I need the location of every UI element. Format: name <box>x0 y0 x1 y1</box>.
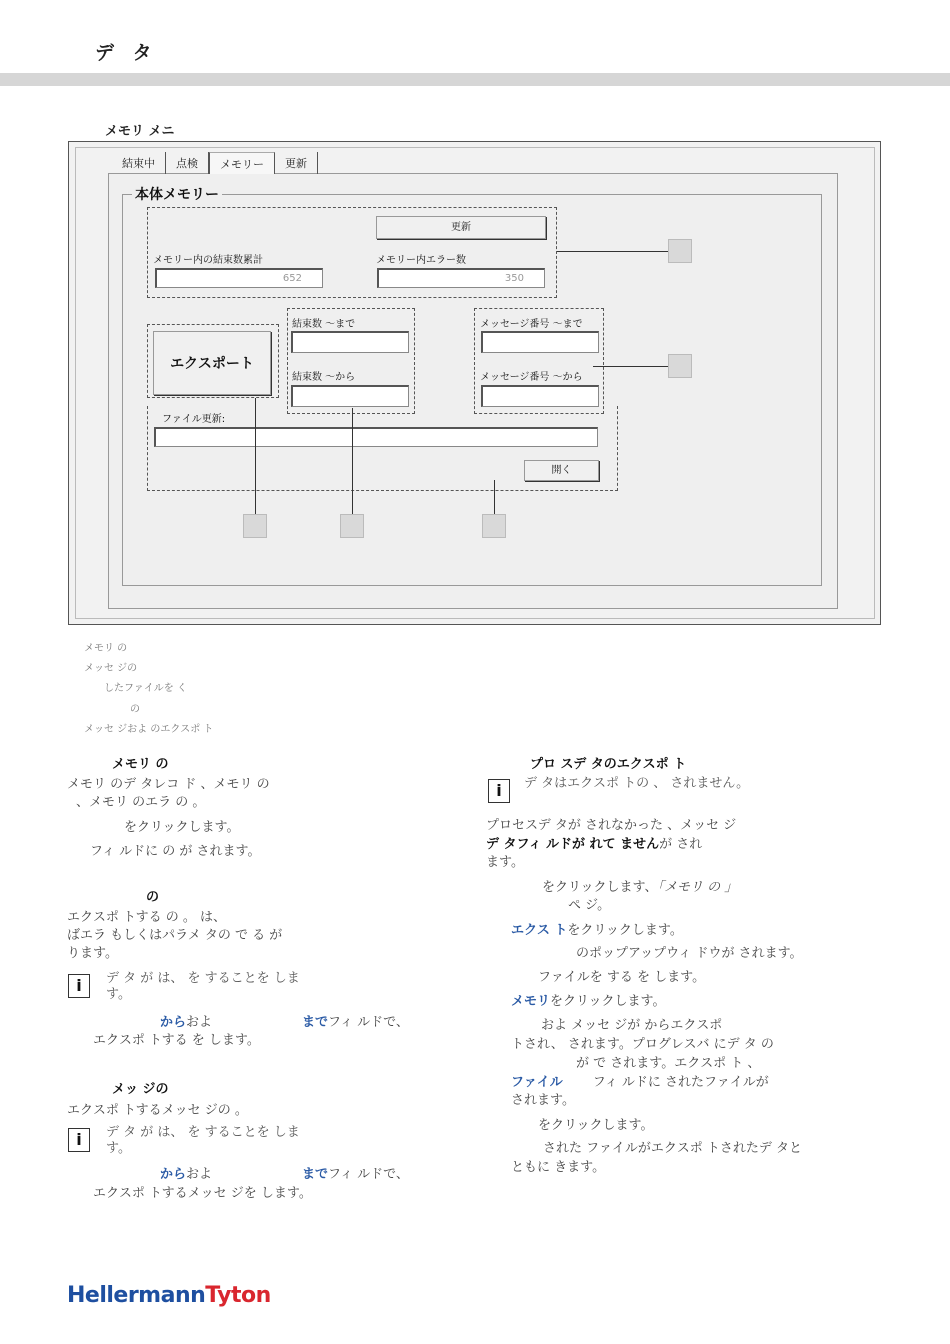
paragraph: メモリをクリックします。 <box>511 994 666 1009</box>
paragraph: ファイルを する を します。 <box>538 970 706 985</box>
from-field-ref: から <box>160 1015 187 1030</box>
callout-marker <box>243 514 267 538</box>
info-icon: i <box>488 779 510 803</box>
tab-inspection[interactable]: 点検 <box>166 152 209 174</box>
paragraph: エクス トをクリックします。 <box>511 923 683 938</box>
callout-line <box>352 408 353 514</box>
paragraph: メモリ のデ タレコ ド 、メモリ の <box>67 777 270 792</box>
page-title: デ タ <box>95 42 158 64</box>
paragraph: 、メモリ のエラ の 。 <box>76 795 206 810</box>
bind-from-input[interactable] <box>291 385 409 407</box>
tab-update[interactable]: 更新 <box>275 152 318 174</box>
caption: メッセ ジおよ のエクスポ ト <box>84 724 214 735</box>
section-label: メモリ メニ <box>105 124 175 139</box>
callout-marker <box>668 239 692 263</box>
paragraph: されます。 <box>511 1093 575 1108</box>
paragraph: からおよ までフィ ルドで、 <box>160 1167 409 1182</box>
paragraph: をクリックします。 <box>124 820 240 835</box>
file-update-label: ファイル更新: <box>162 414 226 425</box>
to-field-ref: まで <box>302 1015 329 1030</box>
paragraph: ともに きます。 <box>511 1160 606 1175</box>
paragraph: トされ、 されます。プログレスバ にデ タ の <box>511 1037 774 1052</box>
paragraph: ます。 <box>486 855 524 870</box>
paragraph: された ファイルがエクスポ トされたデ タと <box>543 1141 803 1156</box>
msg-to-label: メッセージ番号 ～まで <box>480 319 583 330</box>
from-field-ref: から <box>160 1167 187 1182</box>
tab-bar <box>112 152 318 174</box>
error-count-label: メモリー内エラー数 <box>376 255 466 266</box>
tab-memory[interactable]: メモリー <box>209 152 275 174</box>
memory-ref: メモリ <box>511 994 551 1009</box>
paragraph: をクリックします、「メモリ の 」 <box>542 880 738 895</box>
callout-line <box>494 480 495 514</box>
callout-line <box>593 366 668 367</box>
heading: の <box>146 890 160 905</box>
hellermanntyton-logo: HellermannTyton <box>67 1283 271 1308</box>
caption: メッセ ジの <box>84 663 138 674</box>
bind-from-label: 結束数 ～から <box>292 372 356 383</box>
paragraph: からおよ までフィ ルドで、 <box>160 1015 409 1030</box>
paragraph: ります。 <box>67 946 118 961</box>
bind-to-input[interactable] <box>291 331 409 353</box>
callout-line <box>557 251 668 252</box>
callout-marker <box>340 514 364 538</box>
bind-to-label: 結束数 ～まで <box>292 319 356 330</box>
bind-count-field: 652 <box>155 268 323 288</box>
paragraph: フィ ルドに の が されます。 <box>90 844 261 859</box>
callout-marker <box>482 514 506 538</box>
paragraph: をクリックします。 <box>538 1118 654 1133</box>
caption: の <box>130 704 140 715</box>
bind-count-label: メモリー内の結束数累計 <box>153 255 263 266</box>
export-ref: エクス ト <box>511 923 568 938</box>
callout-line <box>255 398 256 514</box>
heading: プロ スデ タのエクスポ ト <box>530 757 687 772</box>
open-button[interactable]: 開く <box>524 460 599 481</box>
msg-from-label: メッセージ番号 ～から <box>480 372 583 383</box>
paragraph: エクスポ トするメッセ ジを します。 <box>93 1186 312 1201</box>
note: デ タ が は、 を することを しま <box>106 1125 300 1140</box>
heading: メモリ の <box>112 757 169 772</box>
paragraph: デ タフィ ルドが れて ませんが され <box>486 837 703 852</box>
paragraph: ファイル フィ ルドに されたファイルが <box>511 1075 769 1090</box>
heading: メッ ジの <box>112 1082 169 1097</box>
paragraph: エクスポ トするメッセ ジの 。 <box>67 1103 248 1118</box>
to-field-ref: まで <box>302 1167 329 1182</box>
export-button[interactable]: エクスポート <box>153 331 271 395</box>
msg-from-input[interactable] <box>481 385 599 407</box>
info-icon: i <box>68 1128 90 1152</box>
paragraph: が で されます。エクスポ ト 、 <box>576 1056 761 1071</box>
info-icon: i <box>68 974 90 998</box>
group-title: 本体メモリー <box>132 184 222 204</box>
header-bar <box>0 73 950 86</box>
file-path-field[interactable] <box>154 427 598 447</box>
note: す。 <box>106 1141 131 1156</box>
note: デ タはエクスポ トの 、 されません。 <box>524 776 750 791</box>
paragraph: およ メッセ ジが からエクスポ <box>541 1018 723 1033</box>
msg-to-input[interactable] <box>481 331 599 353</box>
file-ref: ファイル <box>511 1075 563 1090</box>
note: す。 <box>106 987 131 1002</box>
paragraph: プロセスデ タが されなかった 、メッセ ジ <box>486 818 737 833</box>
paragraph: のポップアップウィ ドウが されます。 <box>576 946 803 961</box>
update-button[interactable]: 更新 <box>376 216 546 239</box>
paragraph: エクスポ トする の 。 は、 <box>67 910 227 925</box>
caption: したファイルを く <box>104 683 187 694</box>
note: デ タ が は、 を することを しま <box>106 971 300 986</box>
caption: メモリ の <box>84 643 128 654</box>
callout-marker <box>668 354 692 378</box>
tab-binding[interactable]: 結束中 <box>112 152 166 174</box>
paragraph: ばエラ もしくはパラメ タの で る が <box>67 928 283 943</box>
error-count-field: 350 <box>377 268 545 288</box>
paragraph: エクスポ トする を します。 <box>93 1033 260 1048</box>
paragraph: ペ ジ。 <box>568 898 611 913</box>
